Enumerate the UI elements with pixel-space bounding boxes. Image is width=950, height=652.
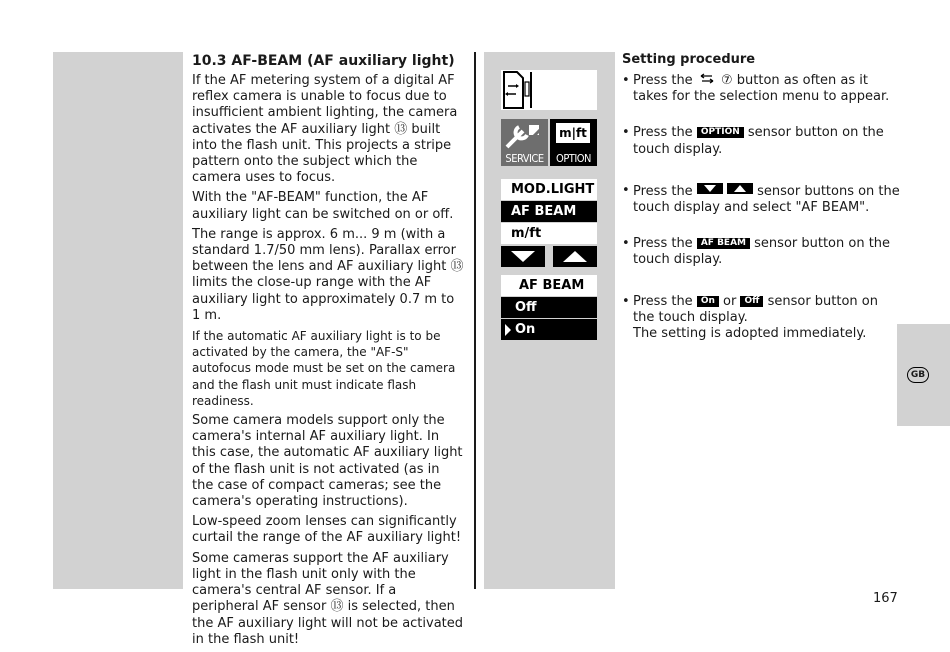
- paragraph: If the automatic AF auxiliary light is to be activated by the camera, the "AF-S" autofocus mode must be set on the camera and the flash unit must indicate flash readiness.: [192, 329, 456, 408]
- procedure-heading: Setting procedure: [622, 52, 756, 67]
- step-3: • Press the sensor buttons on the touch display and select "AF BEAM".: [622, 183, 900, 216]
- column-divider: [474, 52, 476, 589]
- left-margin-band: [53, 52, 183, 589]
- step-5: • Press the On or Off sensor button on the touch display. The setting is adopted immediately.: [622, 294, 900, 343]
- menu-item-mod-light[interactable]: MOD.LIGHT: [501, 179, 597, 200]
- option-off[interactable]: Off: [501, 297, 597, 318]
- triangle-up-icon: [553, 246, 597, 267]
- flash-head-icon-box: [501, 70, 597, 110]
- option-sensor-button[interactable]: [550, 119, 597, 166]
- selection-pointer-icon: [504, 323, 512, 337]
- setting-procedure: [622, 52, 900, 342]
- triangle-up-icon: [727, 183, 753, 194]
- af-beam-submenu-title: AF BEAM: [501, 275, 597, 296]
- scroll-down-button[interactable]: [501, 246, 545, 267]
- scroll-up-button[interactable]: [553, 246, 597, 267]
- on-chip: On: [697, 296, 719, 307]
- option-chip: OPTION: [697, 127, 744, 138]
- swap-arrows-icon: [699, 73, 715, 84]
- triangle-down-icon: [697, 183, 723, 194]
- section-heading: 10.3 AF-BEAM (AF auxiliary light): [192, 53, 455, 69]
- paragraph: The range is approx. 6 m... 9 m (with a standard 1.7/50 mm lens). Parallax error between the lens and AF auxiliary light ⑬ limits the close-up range with the AF auxiliary light to approximately 0.7 m to 1 m.: [192, 226, 464, 323]
- triangle-down-icon: [501, 246, 545, 267]
- menu-item-af-beam[interactable]: AF BEAM: [501, 201, 597, 222]
- service-label: SERVICE: [505, 152, 544, 165]
- paragraph: If the AF metering system of a digital AF reflex camera is unable to focus due to insufficient ambient lighting, the camera activates the AF auxiliary light ⑬ built into the flash unit. This projects a stripe pattern onto the subject which the camera uses to focus.: [192, 73, 458, 186]
- option-on[interactable]: [501, 319, 597, 340]
- language-badge: GB: [907, 367, 929, 383]
- service-sensor-button[interactable]: [501, 119, 548, 166]
- paragraph: Some camera models support only the camera's internal AF auxiliary light. In this case, the automatic AF auxiliary light of the flash unit is not activated (as in the case of compact cameras; see the camera's operating instructions).: [192, 413, 463, 510]
- step-1: • Press the ⑦ button as often as it takes for the selection menu to appear.: [622, 73, 900, 105]
- off-chip: Off: [740, 296, 763, 307]
- step-4: • Press the AF BEAM sensor button on the touch display.: [622, 236, 900, 268]
- page-number: 167: [873, 591, 898, 606]
- paragraph: With the "AF-BEAM" function, the AF auxiliary light can be switched on or off.: [192, 190, 454, 222]
- paragraph: Low-speed zoom lenses can significantly curtail the range of the AF auxiliary light!: [192, 514, 462, 546]
- menu-item-m-ft[interactable]: m/ft: [501, 223, 597, 244]
- m-ft-icon: m|ft: [556, 123, 590, 143]
- af-beam-chip: AF BEAM: [697, 238, 750, 249]
- step-2: • Press the OPTION sensor button on the touch display.: [622, 125, 900, 157]
- flash-head-icon: [501, 70, 597, 110]
- option-label: OPTION: [556, 152, 591, 165]
- paragraph: Some cameras support the AF auxiliary light in the flash unit only with the camera's central AF sensor. If a peripheral AF sensor ⑬ is selected, then the AF auxiliary light will not be activated in the flash unit!: [192, 550, 464, 647]
- wrench-icon: [501, 119, 548, 153]
- language-tab: [897, 324, 950, 426]
- up-arrow-chip: [727, 183, 753, 194]
- down-arrow-chip: [697, 183, 723, 194]
- af-beam-description: [192, 52, 464, 652]
- option-on-label: On: [515, 322, 536, 337]
